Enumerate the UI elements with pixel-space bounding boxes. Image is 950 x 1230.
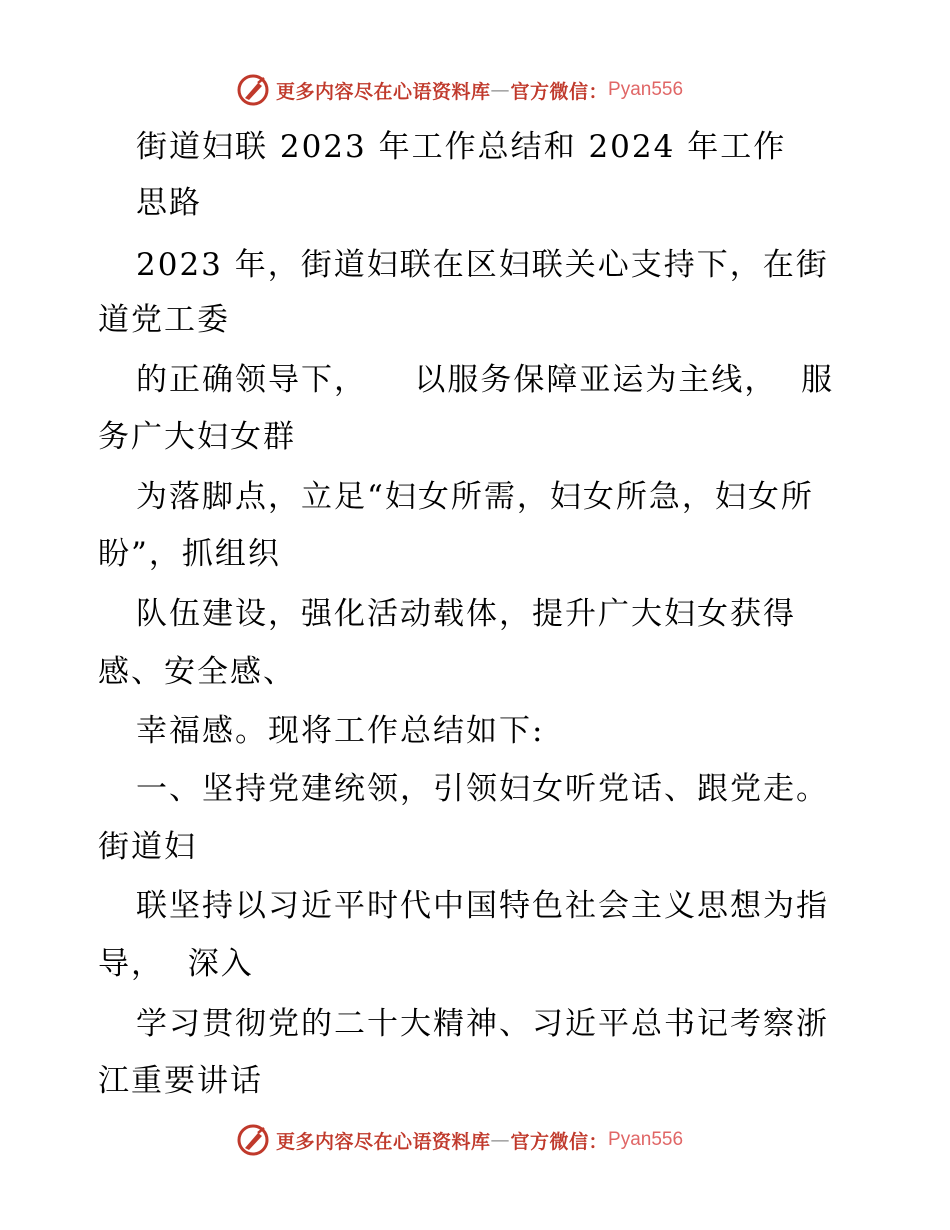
quill-seal-icon xyxy=(236,1123,270,1157)
watermark-wechat-id: Pyan556 xyxy=(608,1129,684,1150)
watermark-label: 官方微信： xyxy=(510,80,609,103)
paragraph-line: 队伍建设，强化活动载体，提升广大妇女获得 xyxy=(136,596,796,632)
paragraph-line: 学习贯彻党的二十大精神、习近平总书记考察浙 xyxy=(136,1006,829,1042)
document-title-cont: 思路 xyxy=(136,185,202,221)
watermark-separator: — xyxy=(490,1129,511,1151)
footer-watermark xyxy=(236,1123,683,1157)
watermark-brand: 更多内容尽在心语资料库 xyxy=(276,80,491,103)
paragraph-line: 幸福感。现将工作总结如下: xyxy=(136,713,545,749)
paragraph-line: 盼”，抓组织 xyxy=(98,536,281,572)
watermark-brand: 更多内容尽在心语资料库 xyxy=(276,1130,491,1153)
paragraph-line: 街道妇 xyxy=(98,829,197,865)
paragraph-line: 为落脚点，立足“妇女所需，妇女所急，妇女所 xyxy=(136,479,814,515)
paragraph-line: 江重要讲话 xyxy=(98,1063,263,1099)
watermark-wechat-id: Pyan556 xyxy=(608,79,684,100)
paragraph-line: 2023 年，街道妇联在区妇联关心支持下，在街 xyxy=(136,247,829,283)
section-heading: 一、坚持党建统领，引领妇女听党话、跟党走。 xyxy=(136,771,829,807)
paragraph-line: 的正确领导下， 以服务保障亚运为主线， 服 xyxy=(136,362,835,398)
quill-seal-icon xyxy=(236,73,270,107)
paragraph-line: 务广大妇女群 xyxy=(98,419,296,455)
document-title: 街道妇联 2023 年工作总结和 2024 年工作 xyxy=(136,129,787,165)
paragraph-line: 道党工委 xyxy=(98,302,230,338)
paragraph-line: 导， 深入 xyxy=(98,946,254,982)
paragraph-line: 联坚持以习近平时代中国特色社会主义思想为指 xyxy=(136,888,829,924)
header-watermark xyxy=(236,73,683,107)
watermark-separator: — xyxy=(490,79,511,101)
watermark-label: 官方微信： xyxy=(510,1130,609,1153)
paragraph-line: 感、安全感、 xyxy=(98,654,296,690)
